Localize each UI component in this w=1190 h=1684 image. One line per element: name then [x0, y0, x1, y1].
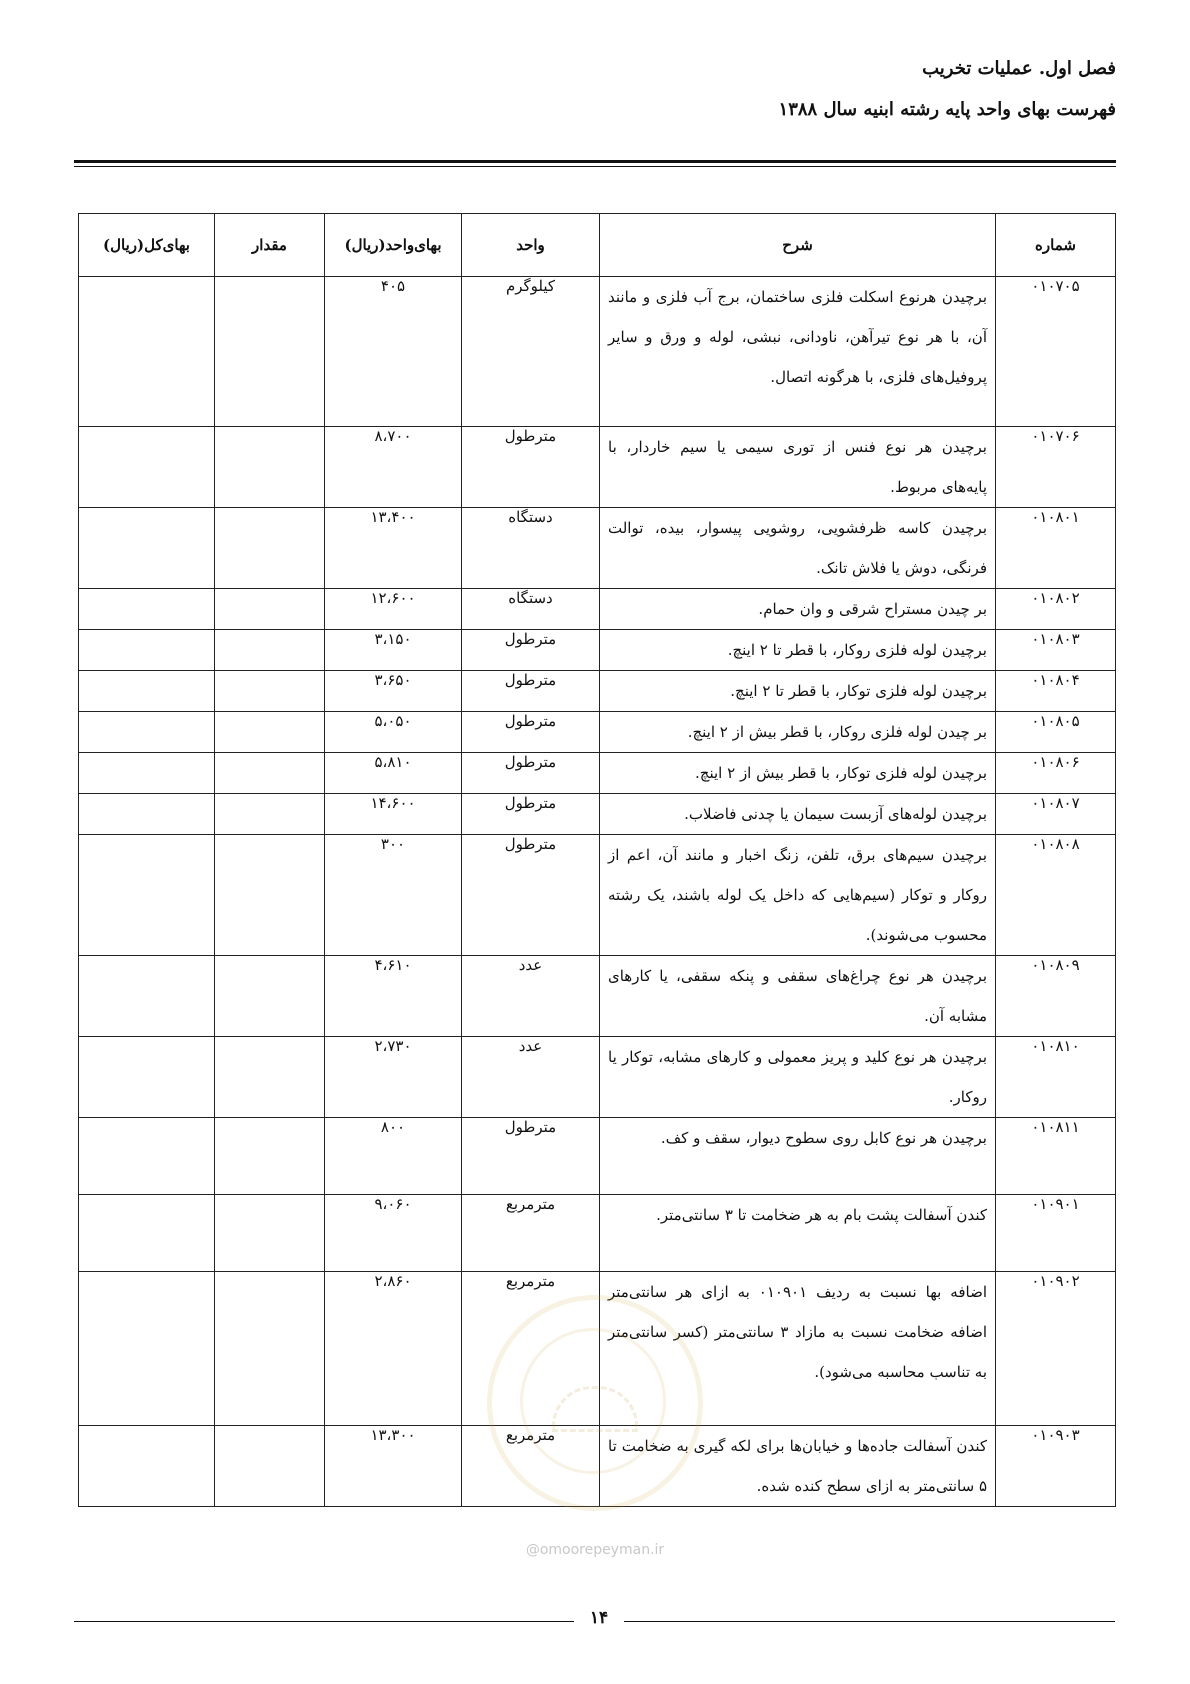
item-unit: مترطول [462, 794, 600, 835]
item-unit-price: ۸۰۰ [325, 1118, 462, 1195]
table-row [79, 589, 1116, 630]
table-row [79, 794, 1116, 835]
item-description: برچیدن هر نوع چراغ‌های سقفی و پنکه سقفی، یا کارهای مشابه آن. [600, 956, 996, 1037]
item-quantity [215, 589, 325, 630]
table-row [79, 1426, 1116, 1507]
item-unit: مترطول [462, 753, 600, 794]
item-quantity [215, 671, 325, 712]
item-code: ۰۱۰۸۱۱ [996, 1118, 1116, 1195]
item-unit-price: ۲،۸۶۰ [325, 1272, 462, 1426]
item-code: ۰۱۰۷۰۵ [996, 277, 1116, 427]
item-unit: مترطول [462, 630, 600, 671]
item-total [79, 1426, 215, 1507]
item-quantity [215, 630, 325, 671]
item-quantity [215, 277, 325, 427]
item-code: ۰۱۰۸۰۱ [996, 508, 1116, 589]
footer-rule-right [624, 1621, 1115, 1622]
item-total [79, 835, 215, 956]
item-quantity [215, 753, 325, 794]
table-row [79, 427, 1116, 508]
item-unit-price: ۳۰۰ [325, 835, 462, 956]
item-unit-price: ۱۳،۴۰۰ [325, 508, 462, 589]
item-description: برچیدن هر نوع فنس از توری سیمی یا سیم خاردار، با پایه‌های مربوط. [600, 427, 996, 508]
item-description: برچیدن هرنوع اسکلت فلزی ساختمان، برج آب فلزی و مانند آن، با هر نوع تیرآهن، ناودانی، نبشی، لوله و ورق و سایر پروفیل‌های فلزی، با هرگونه اتصال. [600, 277, 996, 427]
item-unit-price: ۳،۱۵۰ [325, 630, 462, 671]
item-unit: کیلوگرم [462, 277, 600, 427]
item-total [79, 794, 215, 835]
column-header-total: بهای‌کل(ریال) [79, 214, 215, 277]
item-description: برچیدن لوله‌های آزبست سیمان یا چدنی فاضلاب. [600, 794, 996, 835]
item-unit: دستگاه [462, 589, 600, 630]
item-unit-price: ۸،۷۰۰ [325, 427, 462, 508]
table-row [79, 277, 1116, 427]
item-unit: مترطول [462, 835, 600, 956]
table-row [79, 671, 1116, 712]
item-unit: مترمربع [462, 1195, 600, 1272]
item-total [79, 671, 215, 712]
item-code: ۰۱۰۹۰۱ [996, 1195, 1116, 1272]
item-description: برچیدن هر نوع کابل روی سطوح دیوار، سقف و کف. [600, 1118, 996, 1195]
item-total [79, 427, 215, 508]
item-quantity [215, 835, 325, 956]
table-row [79, 508, 1116, 589]
item-quantity [215, 508, 325, 589]
page-header [779, 58, 1116, 120]
item-description: برچیدن لوله فلزی توکار، با قطر تا ۲ اینچ. [600, 671, 996, 712]
footer-rule-left [74, 1621, 574, 1622]
item-total [79, 1037, 215, 1118]
item-quantity [215, 427, 325, 508]
item-unit-price: ۵،۸۱۰ [325, 753, 462, 794]
chapter-title: فصل اول. عملیات تخریب [922, 58, 1116, 79]
item-unit: دستگاه [462, 508, 600, 589]
document-subtitle: فهرست بهای واحد پایه رشته ابنیه سال ۱۳۸۸ [778, 99, 1116, 120]
item-code: ۰۱۰۹۰۳ [996, 1426, 1116, 1507]
item-total [79, 1118, 215, 1195]
item-unit: مترطول [462, 1118, 600, 1195]
watermark-url: @omoorepeyman.ir [525, 1542, 665, 1558]
item-total [79, 1195, 215, 1272]
table-body [79, 277, 1116, 1507]
item-description: کندن آسفالت جاده‌ها و خیابان‌ها برای لکه گیری به ضخامت تا ۵ سانتی‌متر به ازای سطح کنده شده. [600, 1426, 996, 1507]
item-code: ۰۱۰۸۰۸ [996, 835, 1116, 956]
table-header-row [79, 214, 1116, 277]
table-row [79, 630, 1116, 671]
item-code: ۰۱۰۸۰۳ [996, 630, 1116, 671]
item-unit: مترمربع [462, 1272, 600, 1426]
item-total [79, 1272, 215, 1426]
item-code: ۰۱۰۸۱۰ [996, 1037, 1116, 1118]
table-row [79, 1118, 1116, 1195]
item-description: برچیدن لوله فلزی توکار، با قطر بیش از ۲ اینچ. [600, 753, 996, 794]
item-unit-price: ۵،۰۵۰ [325, 712, 462, 753]
item-unit: عدد [462, 956, 600, 1037]
table-row [79, 835, 1116, 956]
table-row [79, 956, 1116, 1037]
item-code: ۰۱۰۷۰۶ [996, 427, 1116, 508]
item-quantity [215, 1195, 325, 1272]
item-unit: مترمربع [462, 1426, 600, 1507]
item-total [79, 630, 215, 671]
item-code: ۰۱۰۹۰۲ [996, 1272, 1116, 1426]
column-header-unit: واحد [462, 214, 600, 277]
item-quantity [215, 794, 325, 835]
item-quantity [215, 1272, 325, 1426]
item-description: اضافه بها نسبت به ردیف ۰۱۰۹۰۱ به ازای هر سانتی‌متر اضافه ضخامت نسبت به مازاد ۳ سانتی‌متر (کسر سانتی‌متر به تناسب محاسبه می‌شود). [600, 1272, 996, 1426]
item-total [79, 753, 215, 794]
item-description: برچیدن هر نوع کلید و پریز معمولی و کارهای مشابه، توکار یا روکار. [600, 1037, 996, 1118]
item-description: بر چیدن لوله فلزی روکار، با قطر بیش از ۲ اینچ. [600, 712, 996, 753]
item-total [79, 712, 215, 753]
item-total [79, 508, 215, 589]
item-quantity [215, 1037, 325, 1118]
item-quantity [215, 956, 325, 1037]
table-row [79, 1272, 1116, 1426]
column-header-quantity: مقدار [215, 214, 325, 277]
item-code: ۰۱۰۸۰۲ [996, 589, 1116, 630]
item-unit-price: ۱۳،۳۰۰ [325, 1426, 462, 1507]
item-unit-price: ۱۴،۶۰۰ [325, 794, 462, 835]
item-unit: مترطول [462, 671, 600, 712]
column-header-code: شماره [996, 214, 1116, 277]
item-code: ۰۱۰۸۰۷ [996, 794, 1116, 835]
item-unit-price: ۳،۶۵۰ [325, 671, 462, 712]
item-total [79, 956, 215, 1037]
item-total [79, 589, 215, 630]
table-row [79, 1037, 1116, 1118]
item-code: ۰۱۰۸۰۹ [996, 956, 1116, 1037]
column-header-unit-price: بهای‌واحد(ریال) [325, 214, 462, 277]
table-row [79, 712, 1116, 753]
column-header-description: شرح [600, 214, 996, 277]
table-row [79, 1195, 1116, 1272]
item-description: برچیدن کاسه ظرفشویی، روشویی پیسوار، بیده، توالت فرنگی، دوش یا فلاش تانک. [600, 508, 996, 589]
item-unit: مترطول [462, 712, 600, 753]
item-unit-price: ۲،۷۳۰ [325, 1037, 462, 1118]
item-description: بر چیدن مستراح شرقی و وان حمام. [600, 589, 996, 630]
header-rule-thin [74, 166, 1116, 167]
item-total [79, 277, 215, 427]
item-description: برچیدن سیم‌های برق، تلفن، زنگ اخبار و مانند آن، اعم از روکار و توکار (سیم‌هایی که داخل یک لوله باشند، یک رشته محسوب می‌شوند). [600, 835, 996, 956]
header-rule-thick [74, 160, 1116, 163]
item-unit: مترطول [462, 427, 600, 508]
item-unit-price: ۹،۰۶۰ [325, 1195, 462, 1272]
item-unit: عدد [462, 1037, 600, 1118]
item-code: ۰۱۰۸۰۴ [996, 671, 1116, 712]
price-table [78, 213, 1116, 1507]
item-description: برچیدن لوله فلزی روکار، با قطر تا ۲ اینچ. [600, 630, 996, 671]
item-unit-price: ۱۲،۶۰۰ [325, 589, 462, 630]
item-quantity [215, 712, 325, 753]
item-code: ۰۱۰۸۰۶ [996, 753, 1116, 794]
item-description: کندن آسفالت پشت بام به هر ضخامت تا ۳ سانتی‌متر. [600, 1195, 996, 1272]
item-quantity [215, 1426, 325, 1507]
table-row [79, 753, 1116, 794]
page-number: ۱۴ [589, 1608, 609, 1628]
item-code: ۰۱۰۸۰۵ [996, 712, 1116, 753]
item-unit-price: ۴،۶۱۰ [325, 956, 462, 1037]
item-quantity [215, 1118, 325, 1195]
item-unit-price: ۴۰۵ [325, 277, 462, 427]
